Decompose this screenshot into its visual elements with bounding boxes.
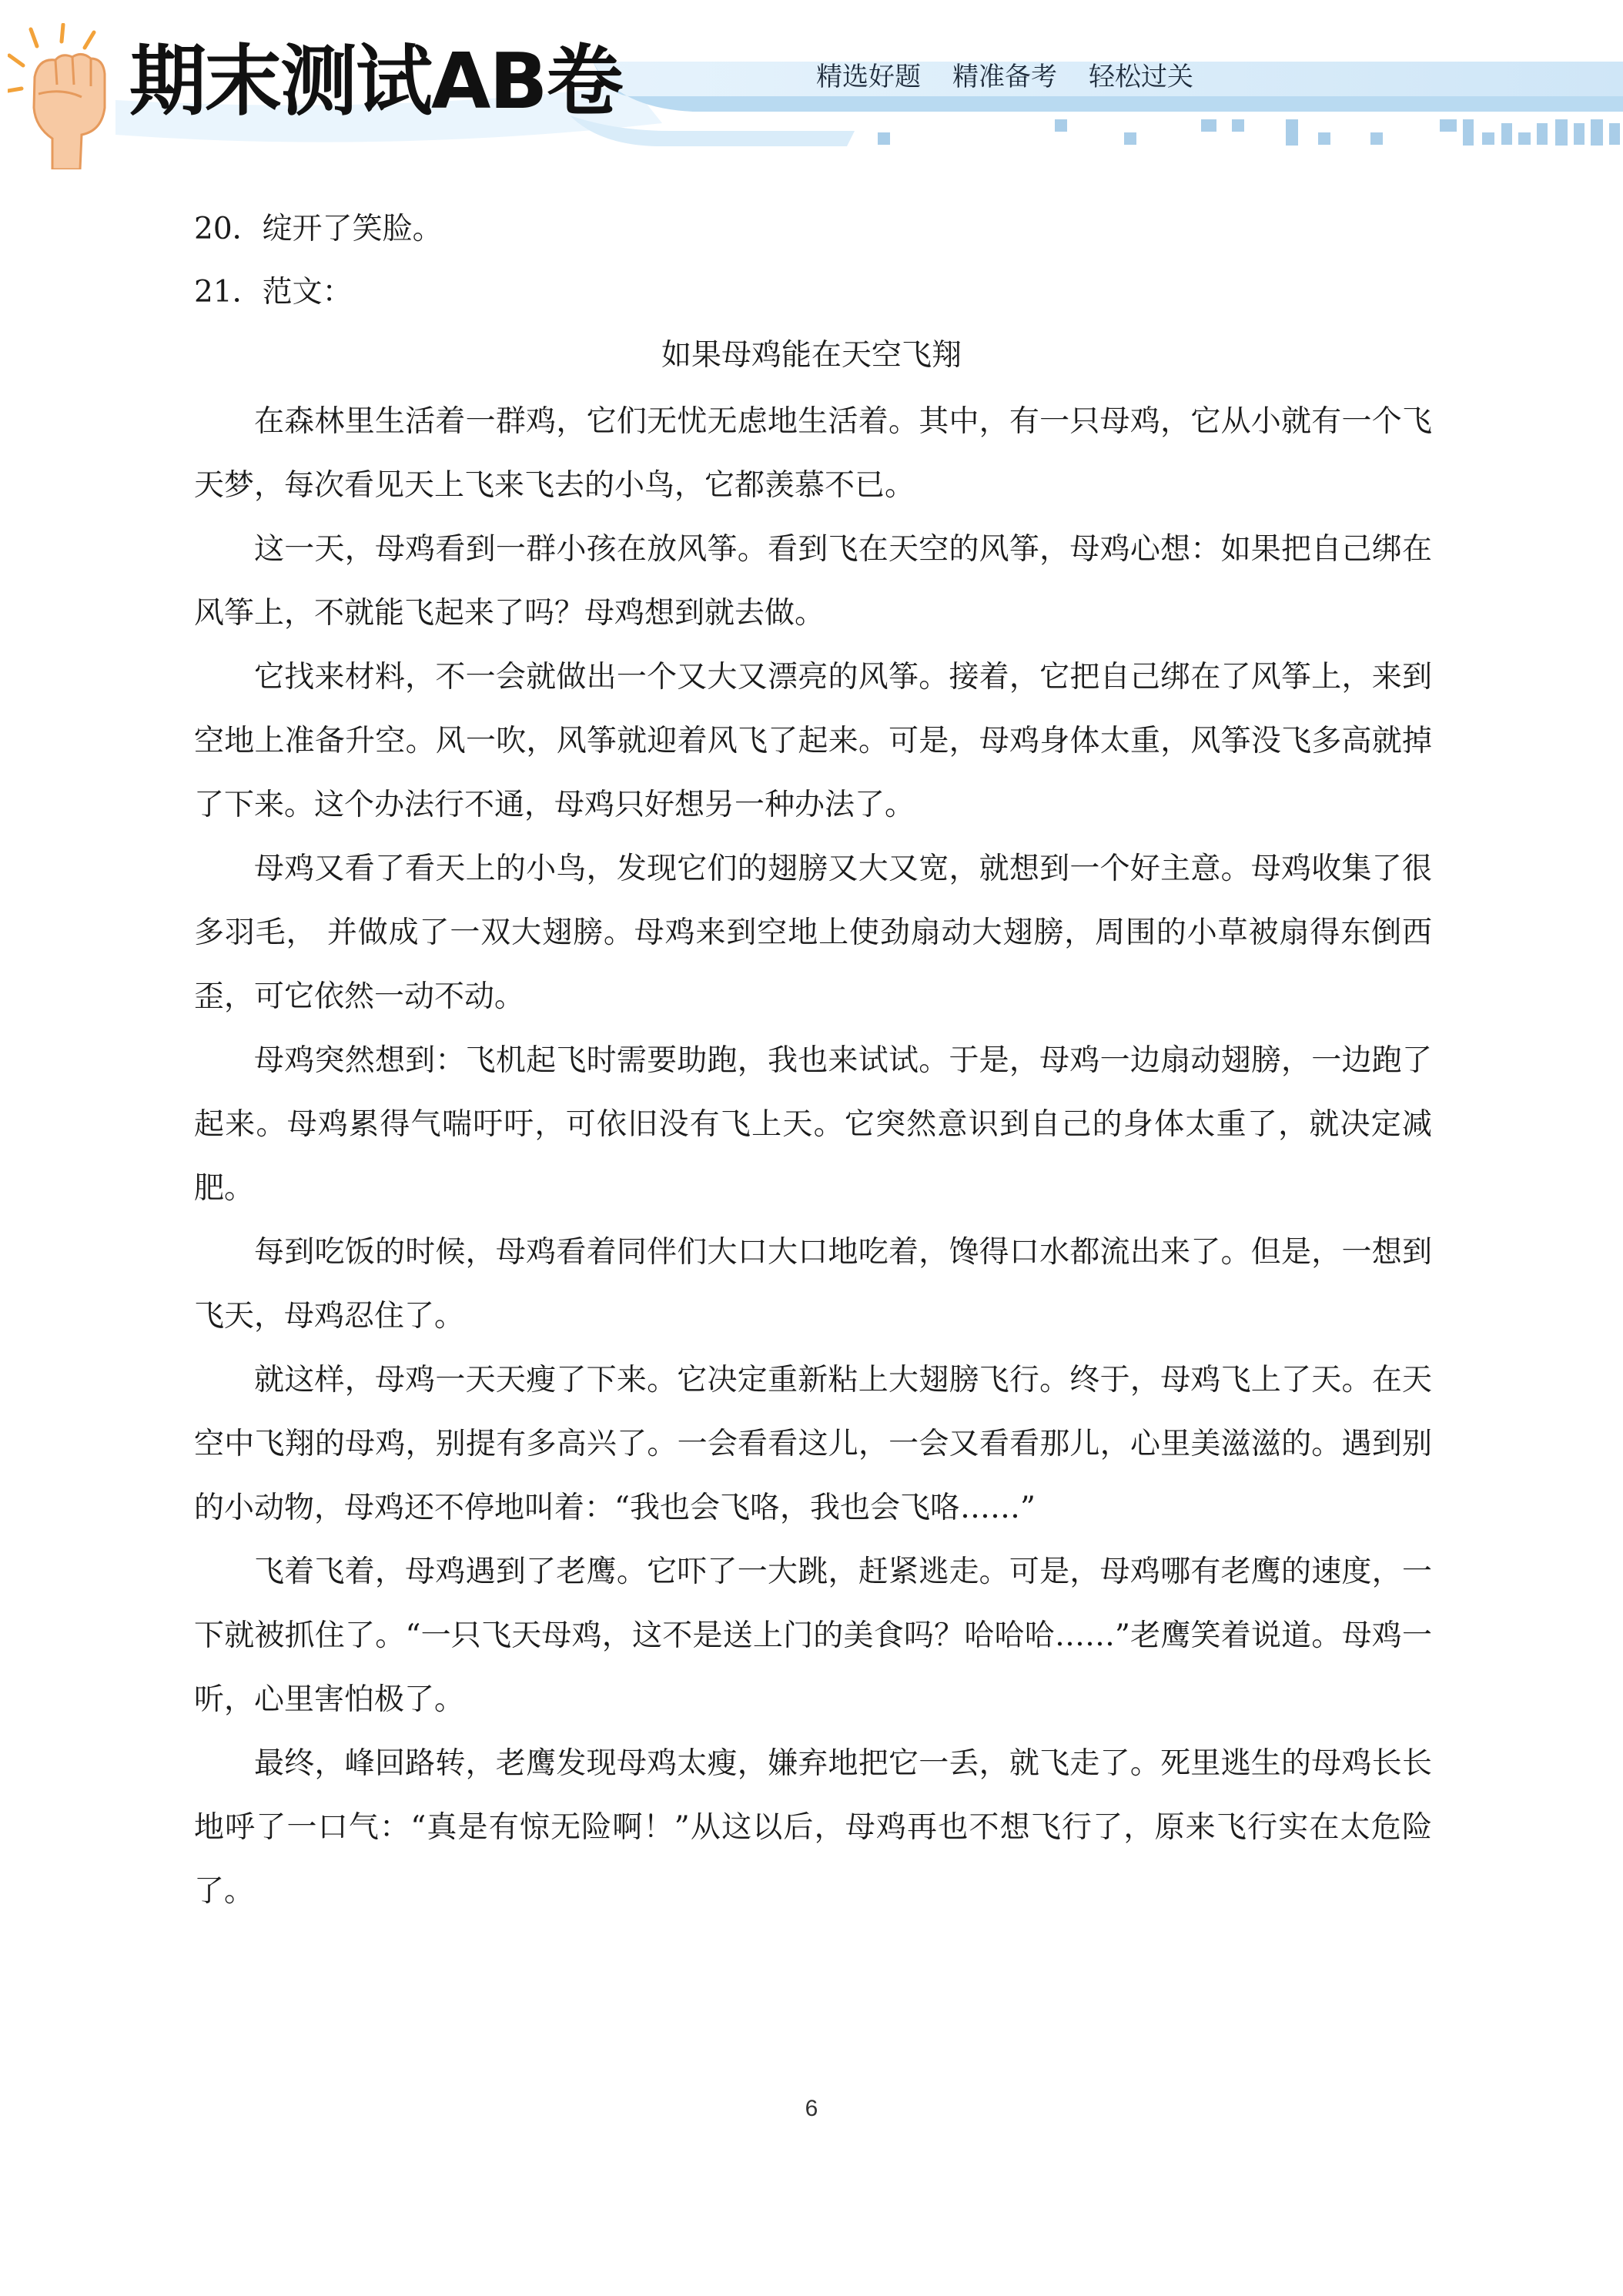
essay-paragraph: 就这样，母鸡一天天瘦了下来。它决定重新粘上大翅膀飞行。终于，母鸡飞上了天。在天空中飞翔的母鸡，别提有多高兴了。一会看看这儿，一会又看看那儿，心里美滋滋的。遇到别的小动物，母鸡还不停地叫着：“我也会飞咯，我也会飞咯……”	[194, 1363, 1432, 1525]
answer-text: 绽开了笑脸。	[262, 212, 443, 246]
answer-number: 21．	[194, 275, 263, 310]
answer-text: 范文：	[262, 275, 353, 310]
essay-paragraph: 这一天，母鸡看到一群小孩在放风筝。看到飞在天空的风筝，母鸡心想：如果把自己绑在风筝上，不就能飞起来了吗？母鸡想到就去做。	[194, 532, 1432, 631]
raised-fist-icon	[8, 23, 123, 169]
essay-paragraph: 母鸡突然想到：飞机起飞时需要助跑，我也来试试。于是，母鸡一边扇动翅膀，一边跑了起来。母鸡累得气喘吁吁，可依旧没有飞上天。它突然意识到自己的身体太重了，就决定减肥。	[194, 1043, 1432, 1206]
essay-paragraph: 最终，峰回路转，老鹰发现母鸡太瘦，嫌弃地把它一丢，就飞走了。死里逃生的母鸡长长地呼了一口气：“真是有惊无险啊！”从这以后，母鸡再也不想飞行了，原来飞行实在太危险了。	[194, 1746, 1432, 1909]
answer-20	[194, 206, 443, 253]
answer-21	[194, 269, 353, 316]
essay-paragraph: 母鸡又看了看天上的小鸟，发现它们的翅膀又大又宽，就想到一个好主意。母鸡收集了很多羽毛， 并做成了一双大翅膀。母鸡来到空地上使劲扇动大翅膀，周围的小草被扇得东倒西歪，可它依然一动不动。	[194, 852, 1432, 1014]
essay-paragraph: 飞着飞着，母鸡遇到了老鹰。它吓了一大跳，赶紧逃走。可是，母鸡哪有老鹰的速度，一下就被抓住了。“一只飞天母鸡，这不是送上门的美食吗？哈哈哈……”老鹰笑着说道。母鸡一听，心里害怕极了。	[194, 1555, 1432, 1717]
essay-paragraph: 每到吃饭的时候，母鸡看着同伴们大口大口地吃着，馋得口水都流出来了。但是，一想到飞天，母鸡忍住了。	[194, 1235, 1432, 1334]
page-header	[0, 0, 1623, 166]
answer-number: 20．	[194, 212, 263, 246]
header-slogan-3: 轻松过关	[1089, 62, 1193, 92]
essay-paragraph: 在森林里生活着一群鸡，它们无忧无虑地生活着。其中，有一只母鸡，它从小就有一个飞天梦，每次看见天上飞来飞去的小鸟，它都羡慕不已。	[194, 404, 1432, 503]
essay-paragraph: 它找来材料，不一会就做出一个又大又漂亮的风筝。接着，它把自己绑在了风筝上，来到空地上准备升空。风一吹，风筝就迎着风飞了起来。可是，母鸡身体太重，风筝没飞多高就掉了下来。这个办法行不通，母鸡只好想另一种办法了。	[194, 660, 1432, 822]
header-slogan-2: 精准备考	[952, 62, 1057, 92]
page-number: 6	[805, 2096, 818, 2121]
header-slogan-1: 精选好题	[816, 62, 921, 92]
essay-title: 如果母鸡能在天空飞翔	[661, 338, 962, 373]
header-title: 期末测试AB卷	[129, 36, 622, 126]
